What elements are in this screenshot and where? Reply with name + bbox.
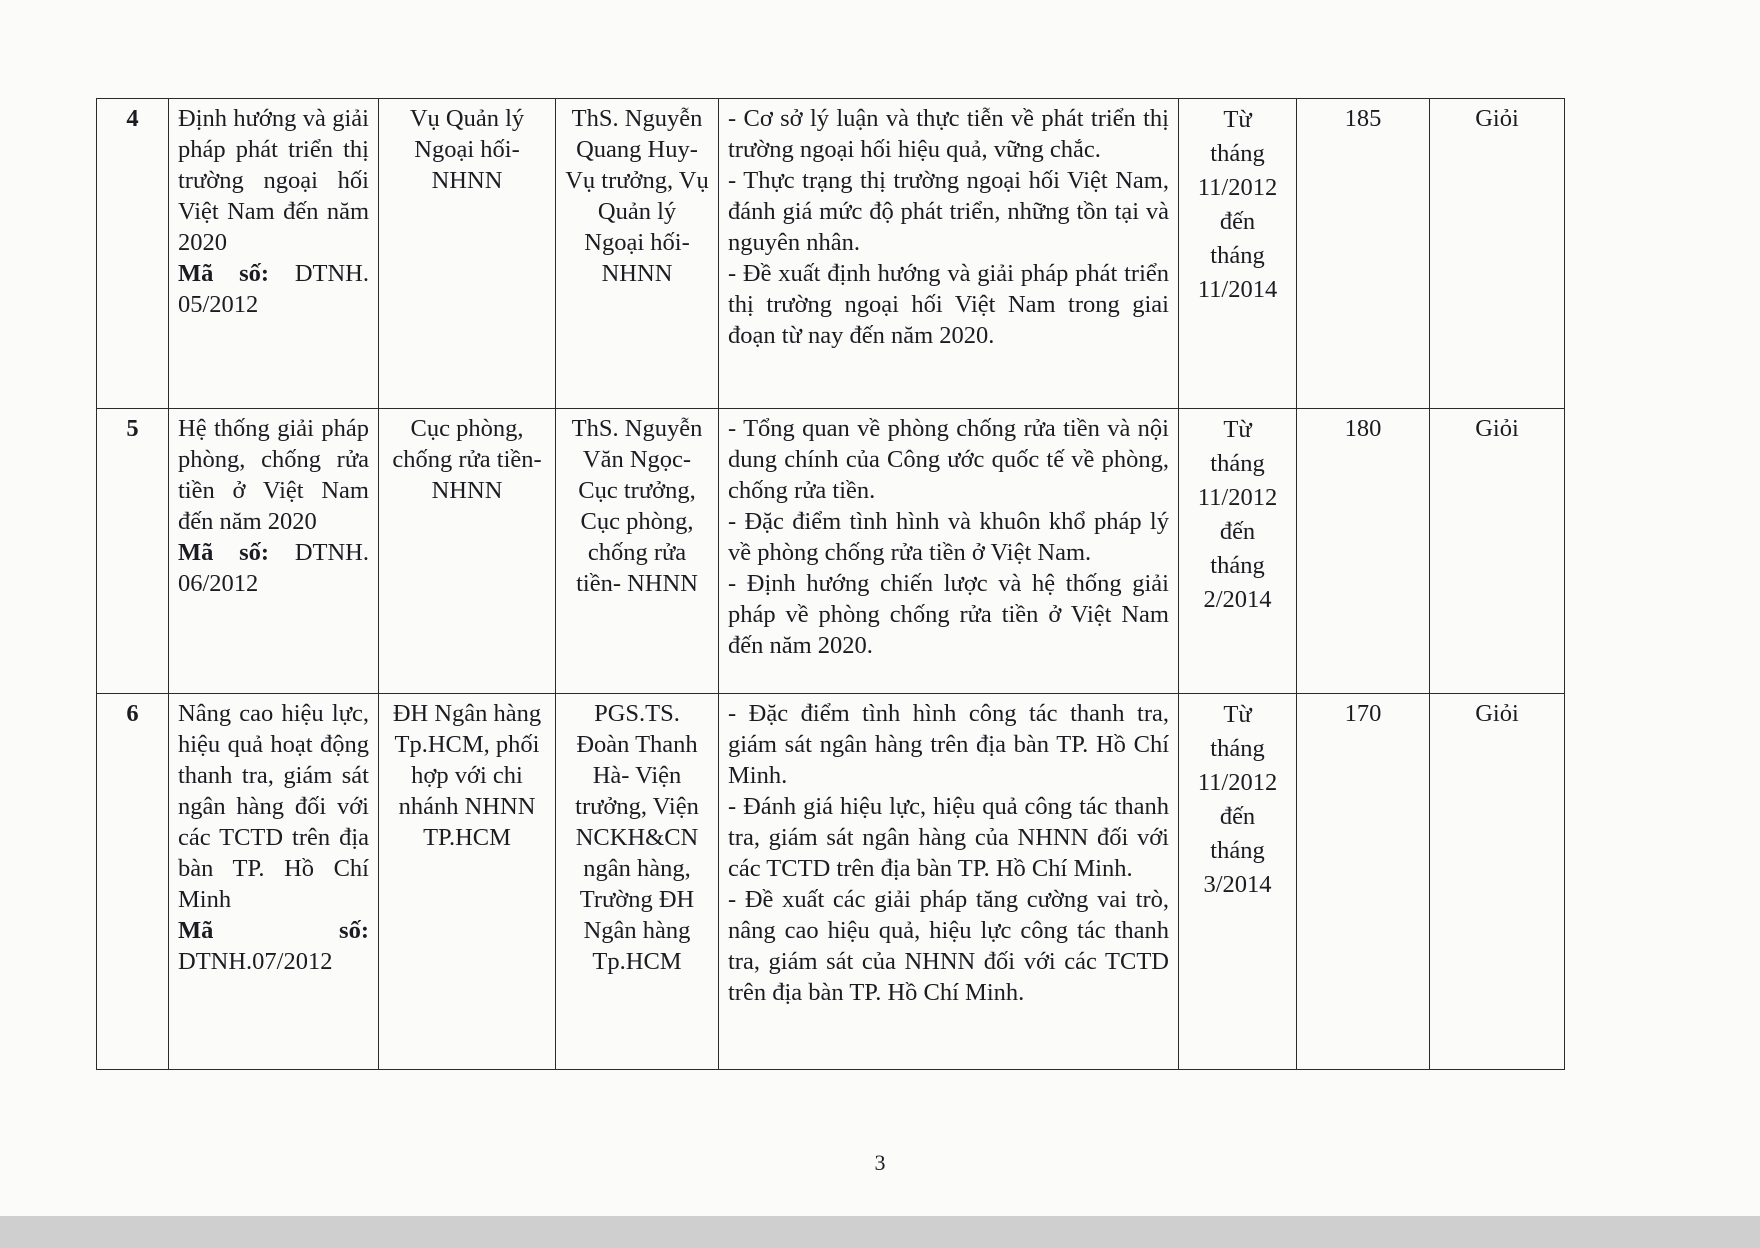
project-time [1179, 99, 1297, 409]
time-line: 11/2014 [1197, 276, 1278, 303]
project-score: 180 [1297, 409, 1430, 694]
time-line: tháng [1210, 450, 1265, 477]
table-row [97, 694, 1565, 1070]
time-line: đến [1219, 803, 1256, 830]
project-code [178, 537, 369, 599]
project-code-value: DTNH.07/2012 [178, 948, 333, 975]
table-row [97, 409, 1565, 694]
project-lead: PGS.TS. Đoàn Thanh Hà- Viện trưởng, Viện NCKH&CN ngân hàng, Trường ĐH Ngân hàng Tp.HCM [556, 694, 719, 1070]
content-item: - Định hướng chiến lược và hệ thống giải pháp về phòng chống rửa tiền ở Việt Nam đến năm 2020. [728, 570, 1169, 659]
row-number: 4 [97, 99, 169, 409]
research-projects-table [96, 98, 1565, 1070]
scan-border [0, 1216, 1760, 1248]
time-line: tháng [1210, 140, 1265, 167]
project-code-label: Mã số: [178, 260, 270, 287]
time-line: đến [1219, 518, 1256, 545]
project-time [1179, 409, 1297, 694]
project-title-cell [169, 99, 379, 409]
project-score: 170 [1297, 694, 1430, 1070]
project-score: 185 [1297, 99, 1430, 409]
row-number: 6 [97, 694, 169, 1070]
project-content [719, 409, 1179, 694]
project-lead: ThS. Nguyễn Quang Huy- Vụ trưởng, Vụ Quản lý Ngoại hối- NHNN [556, 99, 719, 409]
time-line: tháng [1210, 735, 1265, 762]
time-line: tháng [1210, 552, 1265, 579]
project-title: Hệ thống giải pháp phòng, chống rửa tiền ở Việt Nam đến năm 2020 [178, 415, 369, 535]
time-line: Từ [1223, 416, 1252, 443]
row-number: 5 [97, 409, 169, 694]
project-title-cell [169, 694, 379, 1070]
table-row [97, 99, 1565, 409]
project-time [1179, 694, 1297, 1070]
project-grade: Giỏi [1430, 409, 1565, 694]
time-line: tháng [1210, 242, 1265, 269]
project-title-cell [169, 409, 379, 694]
project-code-value: DTNH. 06/2012 [178, 539, 369, 597]
time-line: đến [1219, 208, 1256, 235]
project-title: Nâng cao hiệu lực, hiệu quả hoạt động thanh tra, giám sát ngân hàng đối với các TCTD trên địa bàn TP. Hồ Chí Minh [178, 700, 369, 913]
time-line: 11/2012 [1197, 484, 1278, 511]
project-grade: Giỏi [1430, 694, 1565, 1070]
content-item: - Đề xuất các giải pháp tăng cường vai trò, nâng cao hiệu quả, hiệu lực công tác thanh tra, giám sát của NHNN đối với các TCTD trên địa bàn TP. Hồ Chí Minh. [728, 886, 1169, 1006]
host-unit: ĐH Ngân hàng Tp.HCM, phối hợp với chi nhánh NHNN TP.HCM [379, 694, 556, 1070]
time-line: 3/2014 [1203, 871, 1272, 898]
host-unit: Vụ Quản lý Ngoại hối- NHNN [379, 99, 556, 409]
time-line: 2/2014 [1203, 586, 1272, 613]
time-line: 11/2012 [1197, 174, 1278, 201]
project-content [719, 694, 1179, 1070]
host-unit: Cục phòng, chống rửa tiền- NHNN [379, 409, 556, 694]
project-code-value: DTNH. 05/2012 [178, 260, 369, 318]
content-item: - Đánh giá hiệu lực, hiệu quả công tác thanh tra, giám sát ngân hàng của NHNN đối với các TCTD trên địa bàn TP. Hồ Chí Minh. [728, 793, 1169, 882]
project-code-label: Mã số: [178, 539, 270, 566]
project-code [178, 915, 369, 977]
time-line: Từ [1223, 701, 1252, 728]
project-grade: Giỏi [1430, 99, 1565, 409]
content-item: - Đặc điểm tình hình công tác thanh tra, giám sát ngân hàng trên địa bàn TP. Hồ Chí Minh. [728, 700, 1169, 789]
content-item: - Thực trạng thị trường ngoại hối Việt Nam, đánh giá mức độ phát triển, những tồn tại và nguyên nhân. [728, 167, 1169, 256]
content-item: - Đề xuất định hướng và giải pháp phát triển thị trường ngoại hối Việt Nam trong giai đoạn từ nay đến năm 2020. [728, 260, 1169, 349]
project-title: Định hướng và giải pháp phát triển thị trường ngoại hối Việt Nam đến năm 2020 [178, 105, 369, 256]
time-line: 11/2012 [1197, 769, 1278, 796]
project-lead: ThS. Nguyễn Văn Ngọc- Cục trưởng, Cục phòng, chống rửa tiền- NHNN [556, 409, 719, 694]
content-item: - Đặc điểm tình hình và khuôn khổ pháp lý về phòng chống rửa tiền ở Việt Nam. [728, 508, 1169, 566]
page-number: 3 [874, 1150, 886, 1175]
project-code [178, 258, 369, 320]
content-item: - Tổng quan về phòng chống rửa tiền và nội dung chính của Công ước quốc tế về phòng, chống rửa tiền. [728, 415, 1169, 504]
time-line: Từ [1223, 106, 1252, 133]
project-content [719, 99, 1179, 409]
content-item: - Cơ sở lý luận và thực tiễn về phát triển thị trường ngoại hối hiệu quả, vững chắc. [728, 105, 1169, 163]
time-line: tháng [1210, 837, 1265, 864]
project-code-label: Mã số: [178, 917, 369, 944]
